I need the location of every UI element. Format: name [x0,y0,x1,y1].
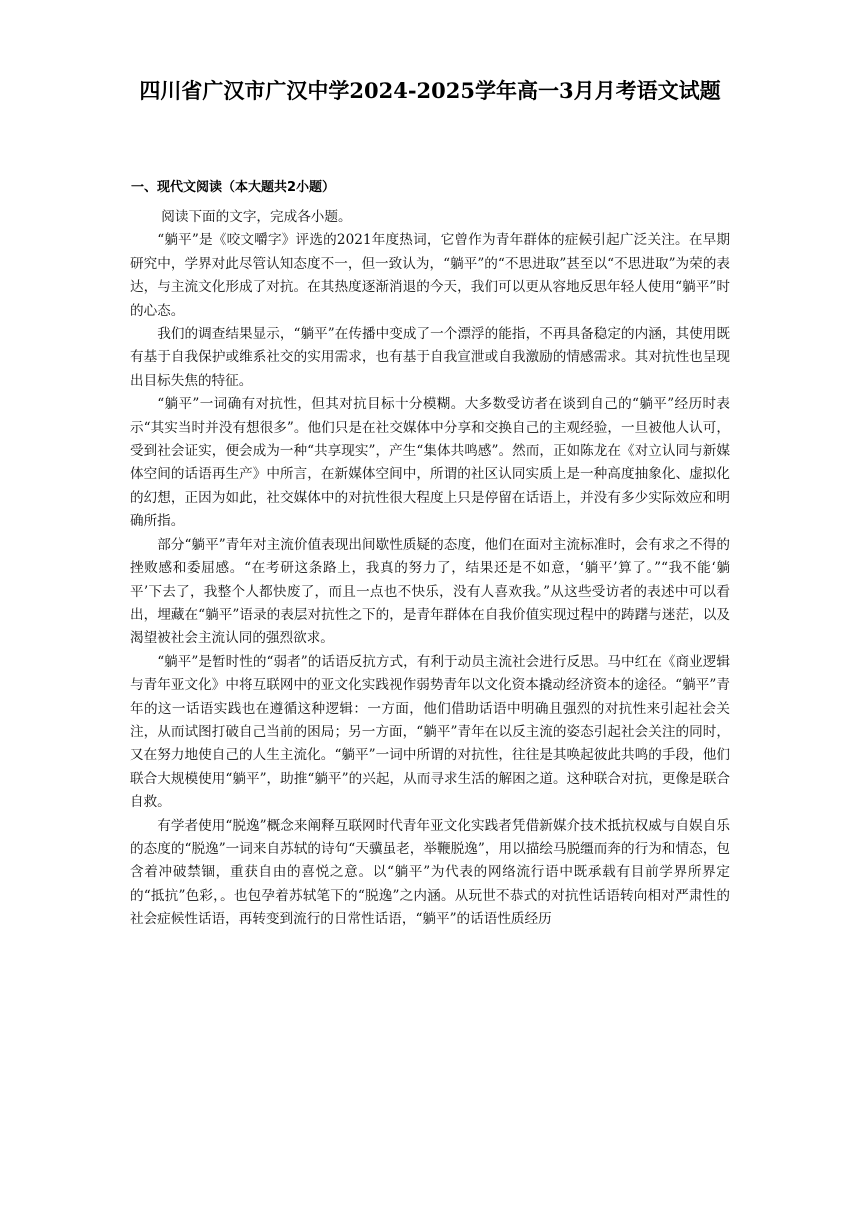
paragraph: 我们的调查结果显示，“躺平”在传播中变成了一个漂浮的能指，不再具备稳定的内涵，其使用既有基于自我保护或维系社交的实用需求，也有基于自我宣泄或自我激励的情感需求。其对抗性也呈现出目标失焦的特征。 [130,326,730,389]
section-heading: 一、现代文阅读（本大题共2小题） [131,180,336,195]
page-title: 四川省广汉市广汉中学2024-2025学年高一3月月考语文试题 [139,78,721,103]
paragraph: “躺平”一词确有对抗性，但其对抗目标十分模糊。大多数受访者在谈到自己的“躺平”经历时表示“其实当时并没有想很多”。他们只是在社交媒体中分享和交换自己的主观经验，一旦被他人认可，受到社会证实，便会成为一种“共享现实”，产生“集体共鸣感”。然而，正如陈龙在《对立认同与新媒体空间的话语再生产》中所言，在新媒体空间中，所谓的社区认同实质上是一种高度抽象化、虚拟化的幻想，正因为如此，社交媒体中的对抗性很大程度上只是停留在话语上，并没有多少实际效应和明确所指。 [130,396,730,530]
paragraph-intro: 阅读下面的文字，完成各小题。 [161,209,352,225]
paragraph: 部分“躺平”青年对主流价值表现出间歇性质疑的态度，他们在面对主流标准时，会有求之不得的挫败感和委屈感。“在考研这条路上，我真的努力了，结果还是不如意，‘躺平’算了。”“我不能‘躺平’下去了，我整个人都快废了，而且一点也不快乐，没有人喜欢我。”从这些受访者的表述中可以看出，埋藏在“躺平”语录的表层对抗性之下的，是青年群体在自我价值实现过程中的踌躇与迷茫，以及渴望被社会主流认同的强烈欲求。 [130,536,730,647]
reading-passage [130,206,730,932]
paragraph: “躺平”是《咬文嚼字》评选的2021年度热词，它曾作为青年群体的症候引起广泛关注。在早期研究中，学界对此尽管认知态度不一，但一致认为，“躺平”的“不思进取”甚至以“不思进取”为荣的表达，与主流文化形成了对抗。在其热度逐渐消退的今天，我们可以更从容地反思年轻人使用“躺平”时的心态。 [130,232,730,319]
paragraph: “躺平”是暂时性的“弱者”的话语反抗方式，有利于动员主流社会进行反思。马中红在《商业逻辑与青年亚文化》中将互联网中的亚文化实践视作弱势青年以文化资本撬动经济资本的途径。“躺平”青年的这一话语实践也在遵循这种逻辑：一方面，他们借助话语中明确且强烈的对抗性来引起社会关注，从而试图打破自己当前的困局；另一方面，“躺平”青年在以反主流的姿态引起社会关注的同时，又在努力地使自己的人生主流化。“躺平”一词中所谓的对抗性，往往是其唤起彼此共鸣的手段，他们联合大规模使用“躺平”，助推“躺平”的兴起，从而寻求生活的解困之道。这种联合对抗，更像是联合自救。 [130,653,730,811]
paragraph: 有学者使用“脱逸”概念来阐释互联网时代青年亚文化实践者凭借新媒介技术抵抗权威与自娱自乐的态度的“脱逸”一词来自苏轼的诗句“天骥虽老，举鞭脱逸”，用以描绘马脱缰而奔的行为和情态，包含着冲破禁锢，重获自由的喜悦之意。以“躺平”为代表的网络流行语中既承载有目前学界所界定的“抵抗”色彩，。也包孕着苏轼笔下的“脱逸”之内涵。从玩世不恭式的对抗性话语转向相对严肃性的社会症候性话语，再转变到流行的日常性话语，“躺平”的话语性质经历 [130,817,730,928]
